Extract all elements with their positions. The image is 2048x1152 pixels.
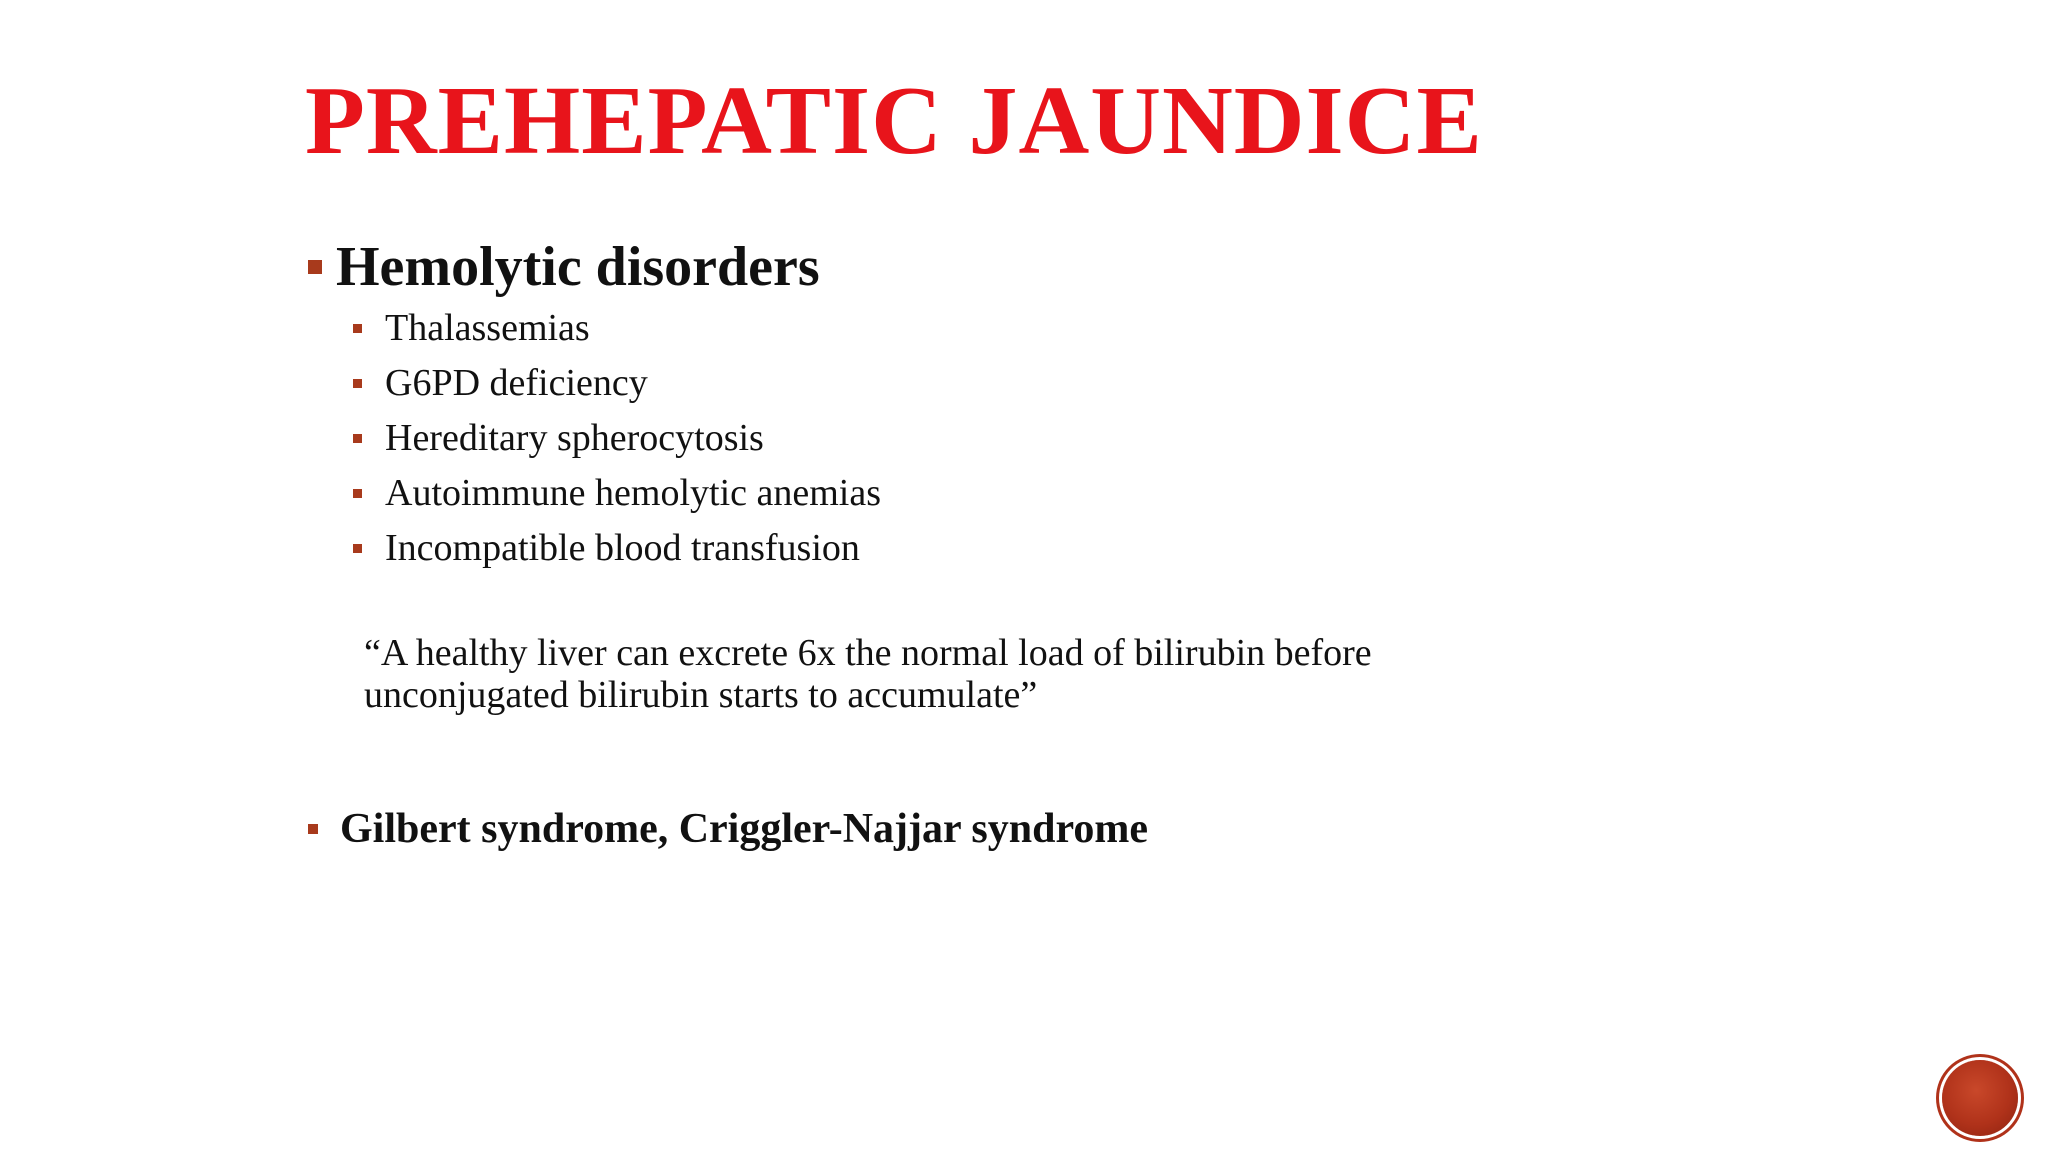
bullet-marker-icon — [353, 324, 362, 333]
bullet-marker-icon — [308, 260, 322, 274]
quote-line-2: unconjugated bilirubin starts to accumulate” — [364, 674, 1038, 716]
sub-bullet-text: Hereditary spherocytosis — [385, 417, 764, 459]
bullet-text: Gilbert syndrome, Criggler-Najjar syndrome — [340, 806, 1148, 852]
sub-bullet-g6pd-deficiency — [353, 359, 648, 407]
bullet-marker-icon — [353, 489, 362, 498]
sub-bullet-hereditary-spherocytosis — [353, 414, 764, 462]
bullet-marker-icon — [353, 379, 362, 388]
sub-bullet-thalassemias — [353, 304, 590, 352]
sub-bullet-text: Thalassemias — [385, 307, 590, 349]
sub-bullet-text: Autoimmune hemolytic anemias — [385, 472, 882, 514]
sub-bullet-autoimmune-hemolytic-anemias — [353, 469, 881, 517]
bullet-marker-icon — [353, 434, 362, 443]
slide-title: PREHEPATIC JAUNDICE — [305, 67, 1483, 175]
sub-bullet-incompatible-blood-transfusion — [353, 524, 860, 572]
slide-nav-circle-icon[interactable] — [1942, 1060, 2018, 1136]
sub-bullet-text: Incompatible blood transfusion — [385, 527, 860, 569]
bullet-text: Hemolytic disorders — [336, 236, 820, 298]
bullet-gilbert-criggler-najjar — [308, 802, 1148, 856]
bullet-hemolytic-disorders — [308, 232, 820, 302]
bullet-marker-icon — [353, 544, 362, 553]
quote-line-1: “A healthy liver can excrete 6x the normal load of bilirubin before — [364, 632, 1372, 674]
sub-bullet-text: G6PD deficiency — [385, 362, 648, 404]
bullet-marker-icon — [308, 824, 318, 834]
bilirubin-quote — [364, 632, 1664, 716]
